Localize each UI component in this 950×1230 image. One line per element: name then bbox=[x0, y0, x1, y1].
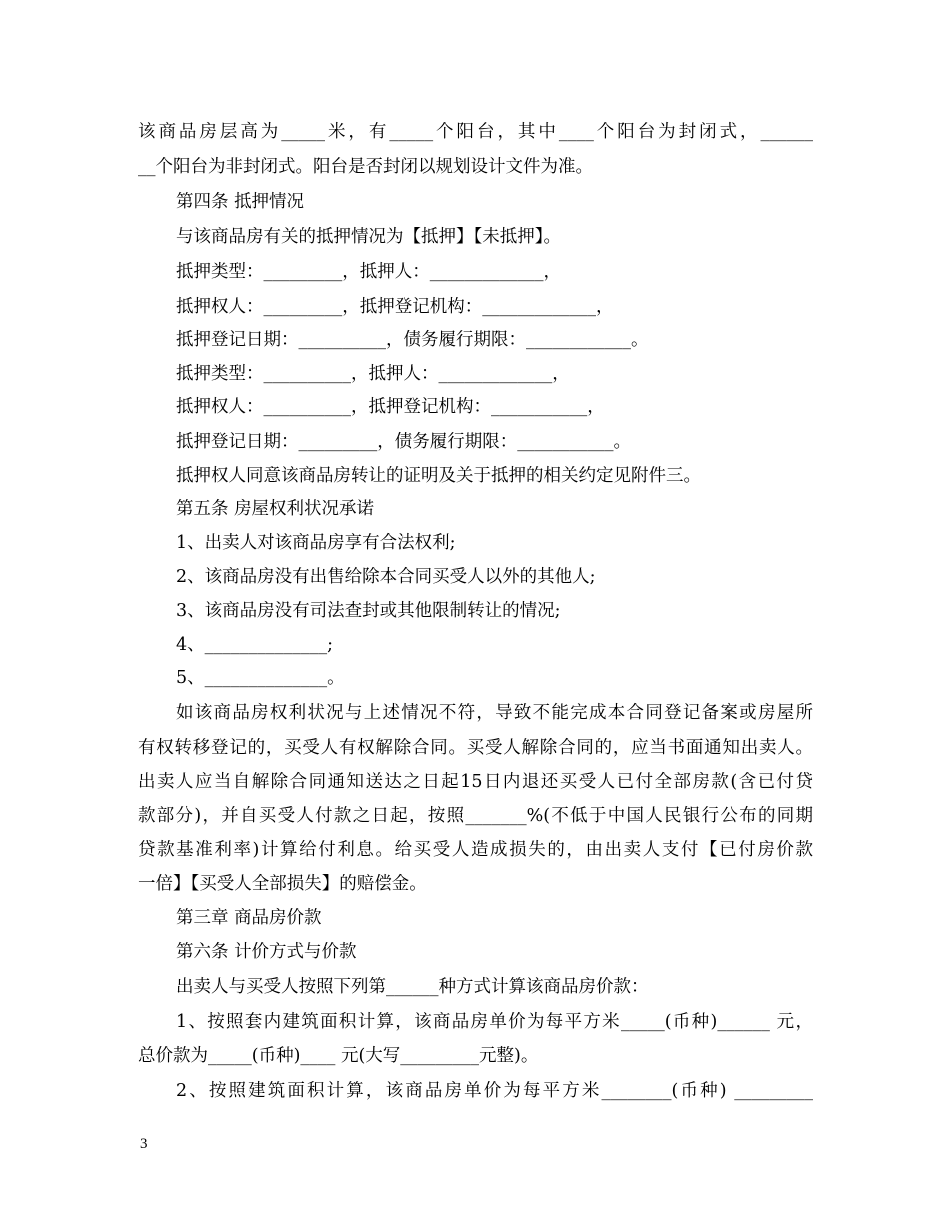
paragraph-line: 1、按照套内建筑面积计算，该商品房单价为每平方米_____(币种)______ 元， bbox=[176, 1012, 813, 1032]
page-number: 3 bbox=[140, 1136, 148, 1152]
form-line: 抵押权人：__________，抵押登记机构：___________， bbox=[176, 397, 605, 417]
form-line: 抵押类型：__________，抵押人：_____________， bbox=[176, 364, 570, 384]
paragraph-line: 如该商品房权利状况与上述情况不符，导致不能完成本合同登记备案或房屋所 bbox=[176, 703, 813, 723]
section-heading: 第五条 房屋权利状况承诺 bbox=[176, 499, 375, 519]
form-line: 抵押登记日期：__________，债务履行期限：____________。 bbox=[176, 330, 649, 350]
list-item: 2、该商品房没有出售给除本合同买受人以外的其他人; bbox=[176, 567, 596, 587]
list-item: 5、______________。 bbox=[176, 668, 345, 688]
form-line: 抵押权人：_________，抵押登记机构：_____________， bbox=[176, 297, 614, 317]
paragraph-line: 出卖人与买受人按照下列第______种方式计算该商品房价款： bbox=[176, 977, 649, 997]
paragraph-line: 2、按照建筑面积计算，该商品房单价为每平方米________(币种) _________ bbox=[176, 1081, 813, 1101]
paragraph-line: 贷款基准利率)计算给付利息。给买受人造成损失的，由出卖人支付【已付房价款 bbox=[138, 840, 813, 860]
form-line: 抵押登记日期：_________，债务履行期限：___________。 bbox=[176, 432, 631, 452]
paragraph-line: 有权转移登记的，买受人有权解除合同。买受人解除合同的，应当书面通知出卖人。 bbox=[138, 738, 813, 758]
form-line: 抵押类型：_________，抵押人：_____________， bbox=[176, 262, 561, 282]
section-heading: 第六条 计价方式与价款 bbox=[176, 942, 357, 962]
paragraph-line: 款部分)，并自买受人付款之日起，按照_______%(不低于中国人民银行公布的同期 bbox=[138, 806, 813, 826]
list-item: 4、______________; bbox=[176, 635, 334, 655]
paragraph-line: __个阳台为非封闭式。阳台是否封闭以规划设计文件为准。 bbox=[138, 157, 593, 177]
list-item: 3、该商品房没有司法查封或其他限制转让的情况; bbox=[176, 601, 561, 621]
list-item: 1、出卖人对该商品房享有合法权利; bbox=[176, 533, 456, 553]
chapter-heading: 第三章 商品房价款 bbox=[176, 908, 322, 928]
section-heading: 第四条 抵押情况 bbox=[176, 192, 305, 212]
paragraph-line: 该商品房层高为_____米，有_____个阳台，其中____个阳台为封闭式，______ bbox=[138, 122, 813, 142]
paragraph-line: 与该商品房有关的抵押情况为【抵押】【未抵押】。 bbox=[176, 227, 561, 247]
paragraph-line: 抵押权人同意该商品房转让的证明及关于抵押的相关约定见附件三。 bbox=[176, 466, 701, 486]
paragraph-line: 一倍】【买受人全部损失】的赔偿金。 bbox=[138, 874, 427, 894]
paragraph-line: 出卖人应当自解除合同通知送达之日起15日内退还买受人已付全部房款(含已付贷 bbox=[138, 772, 813, 792]
paragraph-line: 总价款为_____(币种)____ 元(大写_________元整)。 bbox=[138, 1046, 539, 1066]
